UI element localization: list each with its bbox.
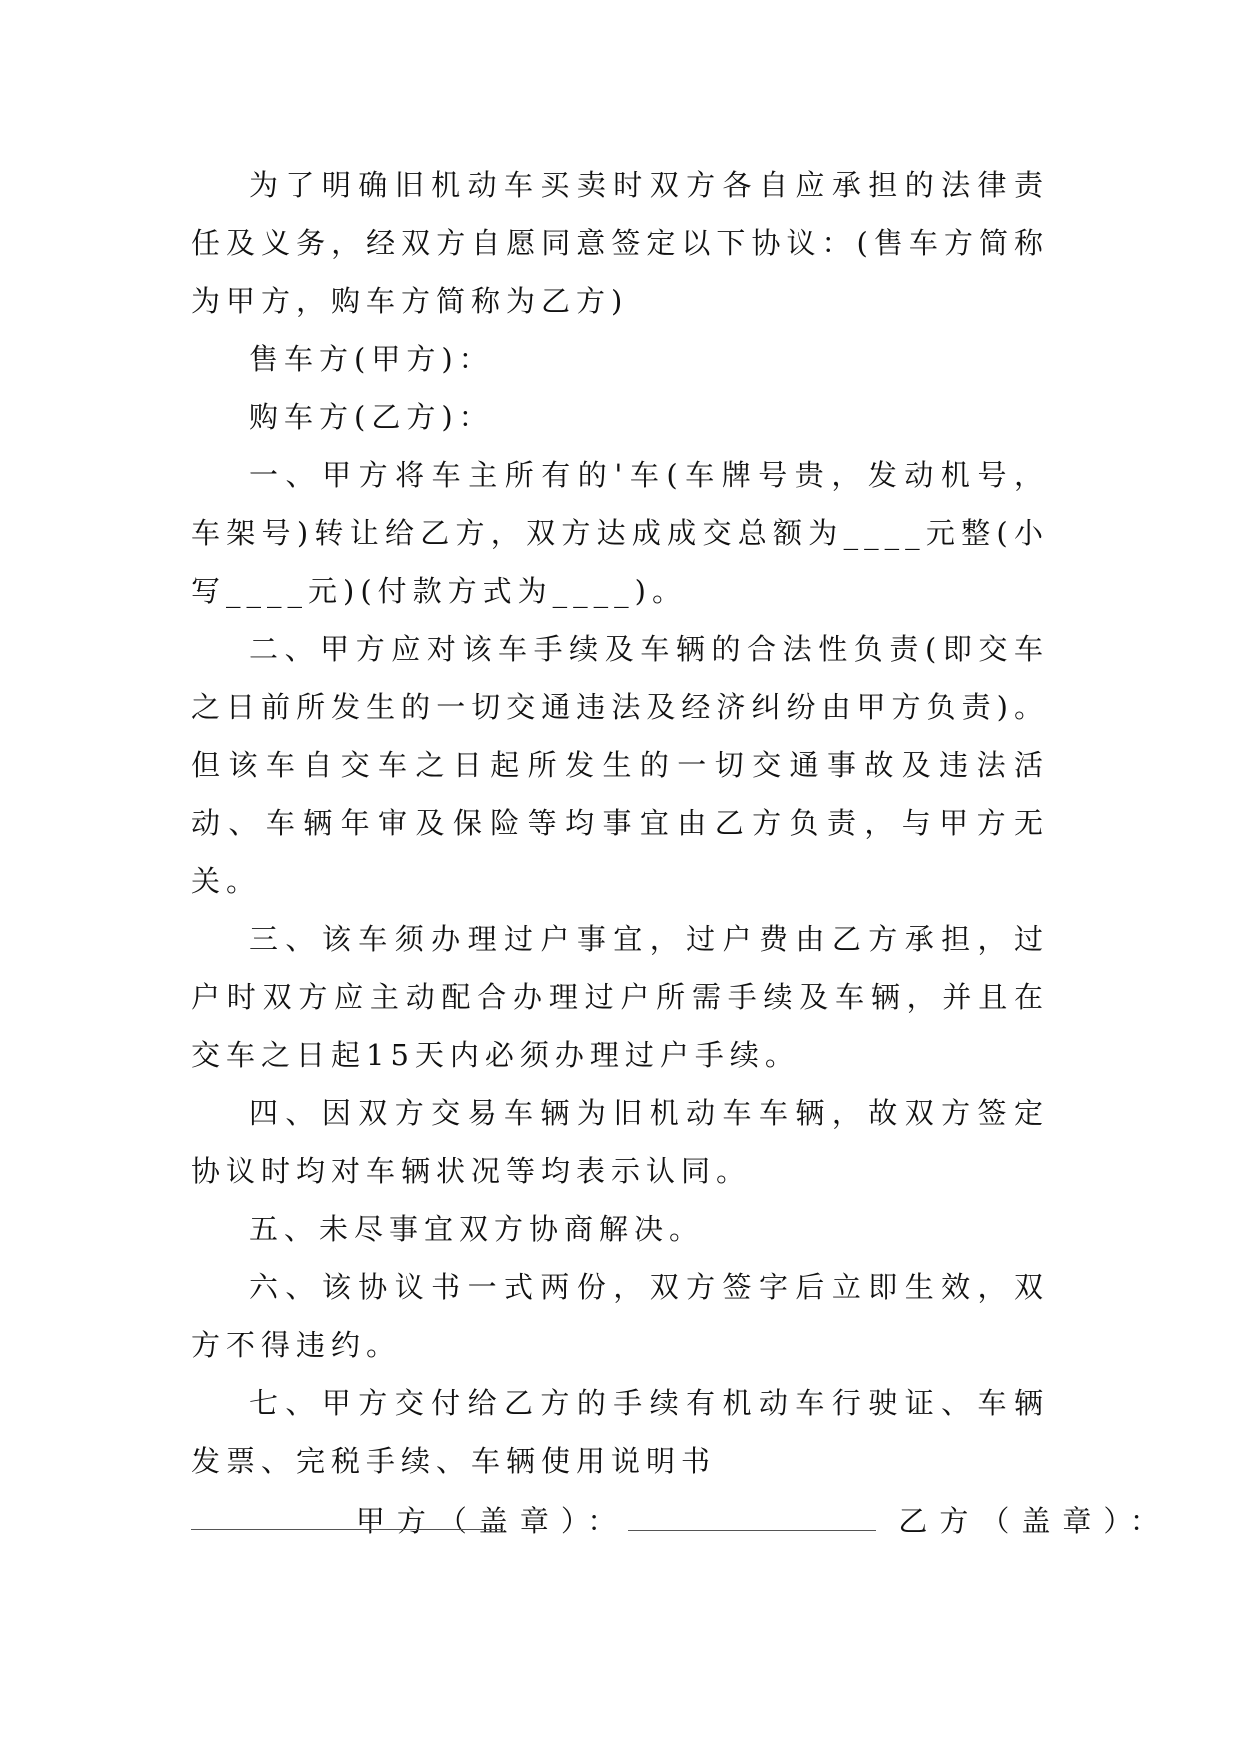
buyer-line: 购车方(乙方)： xyxy=(249,400,494,434)
intro-paragraph: 为了明确旧机动车买卖时双方各自应承担的法律责任及义务，经双方自愿同意签定以下协议：(售车方简称为甲方，购车方简称为乙方) xyxy=(191,168,1049,318)
agreement-body xyxy=(191,156,1049,1490)
party-b-signature-line xyxy=(191,1529,503,1530)
party-a-signature-label: 甲方（盖章）： xyxy=(355,1504,629,1538)
clause-2: 二、甲方应对该车手续及车辆的合法性负责(即交车之日前所发生的一切交通违法及经济纠纷由甲方负责)。但该车自交车之日起所发生的一切交通事故及违法活动、车辆年审及保险等均事宜由乙方负责，与甲方无关。 xyxy=(191,632,1049,898)
clause-6: 六、该协议书一式两份，双方签字后立即生效，双方不得违约。 xyxy=(191,1270,1049,1362)
party-b-signature-label: 乙方（盖章）： xyxy=(898,1504,1171,1538)
clause-7: 七、甲方交付给乙方的手续有机动车行驶证、车辆发票、完税手续、车辆使用说明书 xyxy=(191,1386,1049,1478)
clause-5: 五、未尽事宜双方协商解决。 xyxy=(249,1212,705,1246)
clause-4: 四、因双方交易车辆为旧机动车车辆，故双方签定协议时均对车辆状况等均表示认同。 xyxy=(191,1096,1049,1188)
clause-3: 三、该车须办理过户事宜，过户费由乙方承担，过户时双方应主动配合办理过户所需手续及车辆，并且在交车之日起15天内必须办理过户手续。 xyxy=(191,922,1049,1072)
party-a-signature-line xyxy=(628,1529,876,1531)
clause-1: 一、甲方将车主所有的'车(车牌号贵，发动机号，车架号)转让给乙方，双方达成成交总额为____元整(小写____元)(付款方式为____)。 xyxy=(191,458,1049,608)
seller-line: 售车方(甲方)： xyxy=(249,342,494,376)
signature-row xyxy=(191,1434,1171,1538)
